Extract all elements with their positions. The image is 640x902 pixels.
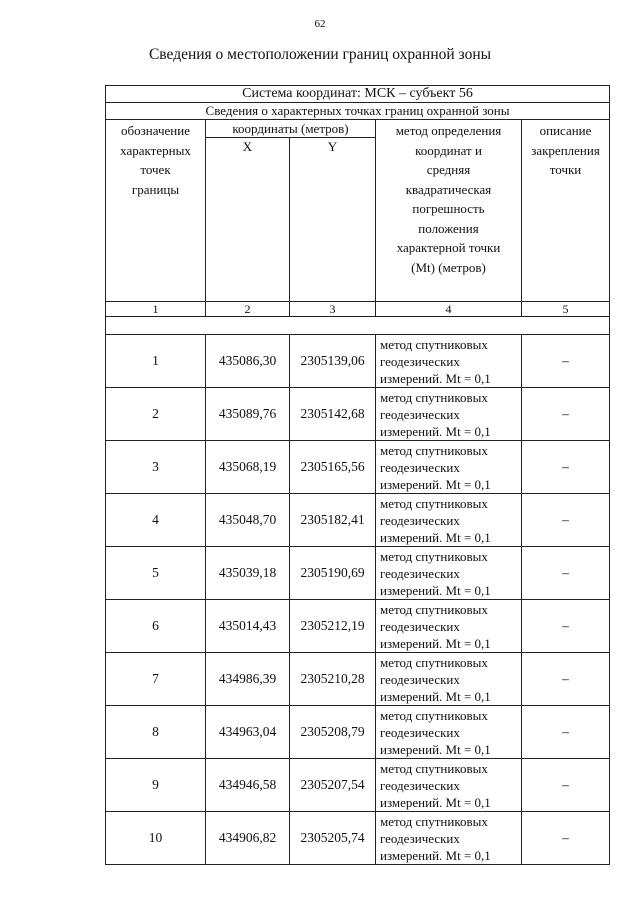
x-cell: 434906,82: [206, 812, 290, 865]
method-line: геодезических: [380, 407, 460, 422]
header-line: положения: [418, 220, 479, 236]
method-line: геодезических: [380, 725, 460, 740]
method-line: геодезических: [380, 460, 460, 475]
method-line: метод спутниковых: [380, 602, 488, 617]
table-row: [106, 706, 610, 759]
method-line: измерений. Mt = 0,1: [380, 742, 491, 757]
header-line: обозначение: [121, 123, 190, 138]
method-line: измерений. Mt = 0,1: [380, 689, 491, 704]
point-cell: 10: [106, 812, 206, 865]
x-cell: 434986,39: [206, 653, 290, 706]
column-number: 4: [376, 302, 522, 317]
header-line: квадратическая: [405, 181, 492, 197]
y-cell: 2305210,28: [290, 653, 376, 706]
method-cell: [376, 547, 522, 600]
x-cell: 435068,19: [206, 441, 290, 494]
x-cell: 435086,30: [206, 335, 290, 388]
method-line: измерений. Mt = 0,1: [380, 848, 491, 863]
method-line: метод спутниковых: [380, 337, 488, 352]
x-cell: 434946,58: [206, 759, 290, 812]
table-row: [106, 759, 610, 812]
table-row: [106, 600, 610, 653]
header-coordinates: координаты (метров): [206, 120, 376, 138]
header-line: характерной точки: [396, 240, 501, 255]
y-cell: 2305139,06: [290, 335, 376, 388]
point-cell: 8: [106, 706, 206, 759]
method-line: геодезических: [380, 778, 460, 793]
y-cell: 2305142,68: [290, 388, 376, 441]
table-row: [106, 388, 610, 441]
header-point-designation: [106, 120, 206, 302]
description-cell: –: [522, 441, 610, 494]
method-line: измерений. Mt = 0,1: [380, 371, 491, 386]
info-cell: Сведения о характерных точках границ охранной зоны: [106, 103, 610, 120]
method-line: метод спутниковых: [380, 390, 488, 405]
header-x: X: [206, 138, 290, 302]
blank-cell: [106, 317, 610, 335]
method-line: геодезических: [380, 619, 460, 634]
y-cell: 2305212,19: [290, 600, 376, 653]
method-line: метод спутниковых: [380, 443, 488, 458]
header-line: границы: [131, 181, 180, 197]
description-cell: –: [522, 759, 610, 812]
point-cell: 5: [106, 547, 206, 600]
method-line: метод спутниковых: [380, 761, 488, 776]
header-y: Y: [290, 138, 376, 302]
column-number: 1: [106, 302, 206, 317]
page-number: 62: [314, 18, 326, 30]
description-cell: –: [522, 335, 610, 388]
table-row: [106, 494, 610, 547]
y-cell: 2305190,69: [290, 547, 376, 600]
method-cell: [376, 653, 522, 706]
method-cell: [376, 441, 522, 494]
table-row: [106, 812, 610, 865]
method-line: измерений. Mt = 0,1: [380, 530, 491, 545]
point-cell: 1: [106, 335, 206, 388]
method-line: метод спутниковых: [380, 655, 488, 670]
header-line: характерных: [120, 142, 191, 158]
document-title: Сведения о местоположении границ охранной зоны: [148, 46, 492, 63]
y-cell: 2305205,74: [290, 812, 376, 865]
method-line: измерений. Mt = 0,1: [380, 477, 491, 492]
coordinate-system-row: [106, 86, 610, 103]
header-line: средняя: [426, 162, 471, 177]
method-line: геодезических: [380, 831, 460, 846]
point-cell: 9: [106, 759, 206, 812]
method-line: геодезических: [380, 672, 460, 687]
column-numbers-row: [106, 302, 610, 317]
header-line: (Mt) (метров): [411, 259, 486, 275]
column-number: 2: [206, 302, 290, 317]
boundary-points-table: [105, 85, 610, 865]
description-cell: –: [522, 600, 610, 653]
point-cell: 6: [106, 600, 206, 653]
x-cell: 435039,18: [206, 547, 290, 600]
column-number: 3: [290, 302, 376, 317]
coordinate-system-cell: Система координат: МСК – субъект 56: [106, 86, 610, 103]
table-row: [106, 335, 610, 388]
header-line: метод определения: [395, 123, 502, 138]
header-description: [522, 120, 610, 302]
point-cell: 3: [106, 441, 206, 494]
point-cell: 2: [106, 388, 206, 441]
method-line: измерений. Mt = 0,1: [380, 636, 491, 651]
method-cell: [376, 600, 522, 653]
method-line: геодезических: [380, 354, 460, 369]
description-cell: –: [522, 547, 610, 600]
header-line: погрешность: [412, 201, 485, 216]
info-row: [106, 103, 610, 120]
header-line: описание: [539, 123, 592, 138]
method-cell: [376, 388, 522, 441]
header-line: точки: [549, 162, 582, 177]
method-cell: [376, 335, 522, 388]
point-cell: 4: [106, 494, 206, 547]
description-cell: –: [522, 812, 610, 865]
table-row: [106, 441, 610, 494]
method-cell: [376, 494, 522, 547]
y-cell: 2305182,41: [290, 494, 376, 547]
method-cell: [376, 706, 522, 759]
blank-row: [106, 317, 610, 335]
header-method: [376, 120, 522, 302]
column-number: 5: [522, 302, 610, 317]
description-cell: –: [522, 494, 610, 547]
point-cell: 7: [106, 653, 206, 706]
method-line: метод спутниковых: [380, 708, 488, 723]
description-cell: –: [522, 653, 610, 706]
header-line: координат и: [415, 142, 482, 158]
x-cell: 434963,04: [206, 706, 290, 759]
method-line: измерений. Mt = 0,1: [380, 424, 491, 439]
method-line: метод спутниковых: [380, 496, 488, 511]
method-line: геодезических: [380, 566, 460, 581]
table-row: [106, 547, 610, 600]
method-line: геодезических: [380, 513, 460, 528]
y-cell: 2305207,54: [290, 759, 376, 812]
method-line: измерений. Mt = 0,1: [380, 583, 491, 598]
description-cell: –: [522, 706, 610, 759]
method-line: метод спутниковых: [380, 549, 488, 564]
header-row: [106, 120, 610, 138]
table-row: [106, 653, 610, 706]
header-line: закрепления: [531, 142, 600, 158]
method-cell: [376, 759, 522, 812]
x-cell: 435014,43: [206, 600, 290, 653]
x-cell: 435048,70: [206, 494, 290, 547]
header-line: точек: [140, 162, 171, 177]
method-line: метод спутниковых: [380, 814, 488, 829]
x-cell: 435089,76: [206, 388, 290, 441]
y-cell: 2305165,56: [290, 441, 376, 494]
y-cell: 2305208,79: [290, 706, 376, 759]
description-cell: –: [522, 388, 610, 441]
method-cell: [376, 812, 522, 865]
method-line: измерений. Mt = 0,1: [380, 795, 491, 810]
